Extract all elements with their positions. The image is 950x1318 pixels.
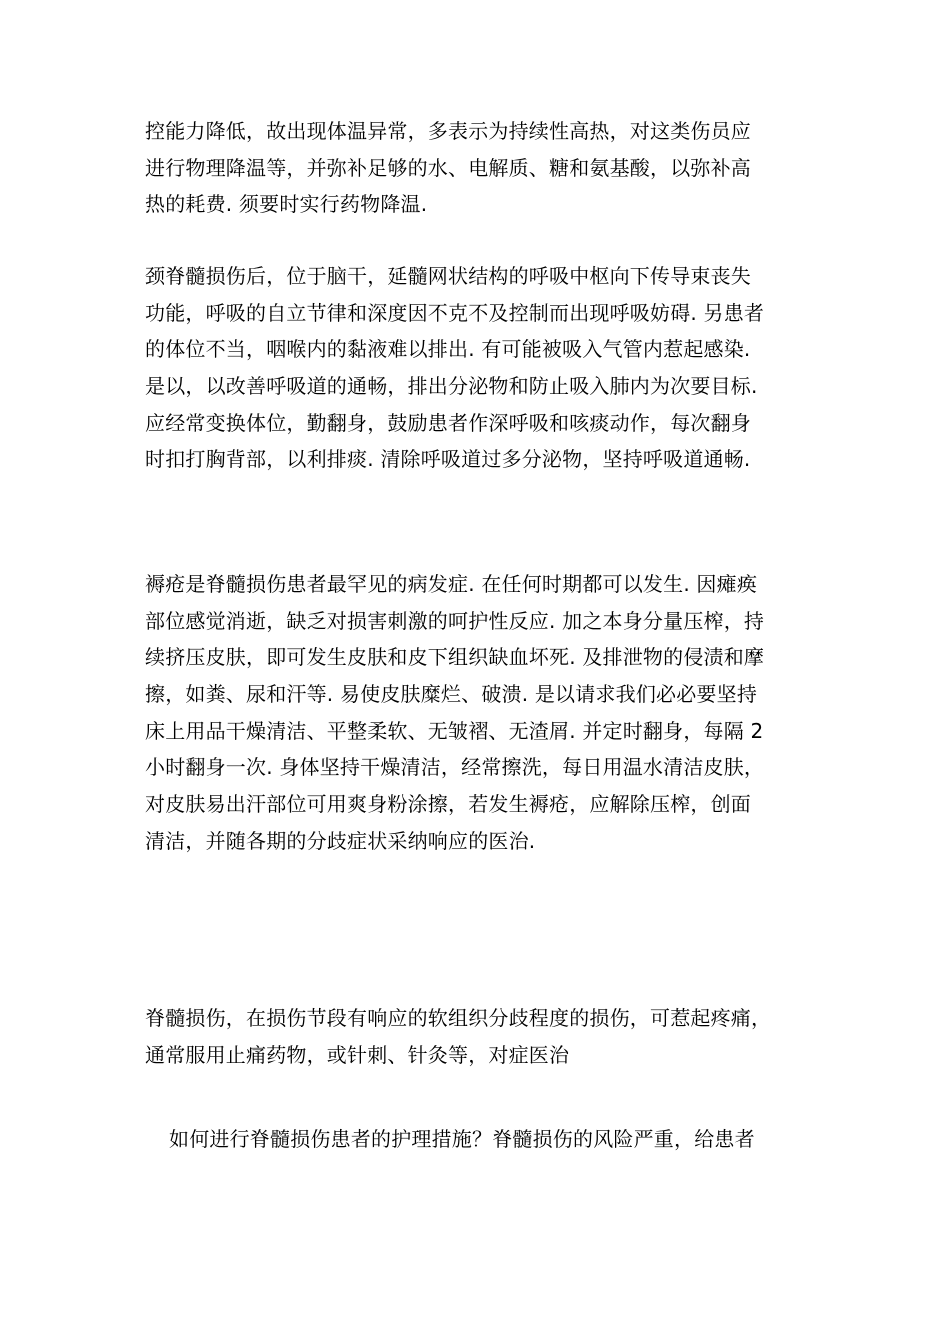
paragraph-respiratory-care xyxy=(145,258,815,478)
text-line: 的体位不当，咽喉内的黏液难以排出. 有可能被吸入气管内惹起感染. xyxy=(145,337,751,362)
paragraph-pain-care xyxy=(145,1000,815,1073)
text-line: 褥疮是脊髓损伤患者最罕见的病发症. 在任何时期都可以发生. 因瘫痪 xyxy=(145,572,758,596)
text-line: 清洁，并随各期的分歧症状采纳响应的医治. xyxy=(145,828,536,853)
text-line: 如何进行脊髓损伤患者的护理措施？脊髓损伤的风险严重，给患者 xyxy=(169,1127,755,1151)
text-line: 脊髓损伤，在损伤节段有响应的软组织分歧程度的损伤，可惹起疼痛， xyxy=(145,1006,772,1030)
text-line: 部位感觉消逝，缺乏对损害刺激的呵护性反应. 加之本身分量压榨，持 xyxy=(145,608,765,633)
text-line: 进行物理降温等，并弥补足够的水、电解质、糖和氨基酸，以弥补高 xyxy=(145,155,751,180)
text-line: 颈脊髓损伤后，位于脑干，延髓网状结构的呼吸中枢向下传导束丧失 xyxy=(145,264,751,288)
text-line: 是以，以改善呼吸道的通畅，排出分泌物和防止吸入肺内为次要目标. xyxy=(145,374,758,399)
text-line: 热的耗费. 须要时实行药物降温. xyxy=(145,192,428,217)
text-line: 小时翻身一次. 身体坚持干燥清洁，经常擦洗，每日用温水清洁皮肤， xyxy=(145,755,765,780)
paragraph-temperature-care xyxy=(145,113,815,223)
text-line: 通常服用止痛药物，或针刺、针灸等，对症医治 xyxy=(145,1042,570,1067)
text-line: 擦，如粪、尿和汗等. 易使皮肤糜烂、破溃. 是以请求我们必必要坚持 xyxy=(145,682,758,707)
paragraph-nursing-question xyxy=(169,1121,815,1158)
text-line: 床上用品干燥清洁、平整柔软、无皱褶、无渣屑. 并定时翻身，每隔 2 xyxy=(145,718,764,743)
paragraph-pressure-sore-care xyxy=(145,566,815,860)
text-line: 控能力降低，故出现体温异常，多表示为持续性高热，对这类伤员应 xyxy=(145,119,751,143)
text-line: 对皮肤易出汗部位可用爽身粉涂擦，若发生褥疮，应解除压榨，创面 xyxy=(145,792,751,817)
text-line: 功能，呼吸的自立节律和深度因不克不及控制而出现呼吸妨碍. 另患者 xyxy=(145,300,765,325)
text-line: 应经常变换体位，勤翻身，鼓励患者作深呼吸和咳痰动作，每次翻身 xyxy=(145,410,751,435)
text-line: 续挤压皮肤，即可发生皮肤和皮下组织缺血坏死. 及排泄物的侵渍和摩 xyxy=(145,645,765,670)
text-line: 时扣打胸背部，以利排痰. 清除呼吸道过多分泌物，坚持呼吸道通畅. xyxy=(145,447,751,472)
